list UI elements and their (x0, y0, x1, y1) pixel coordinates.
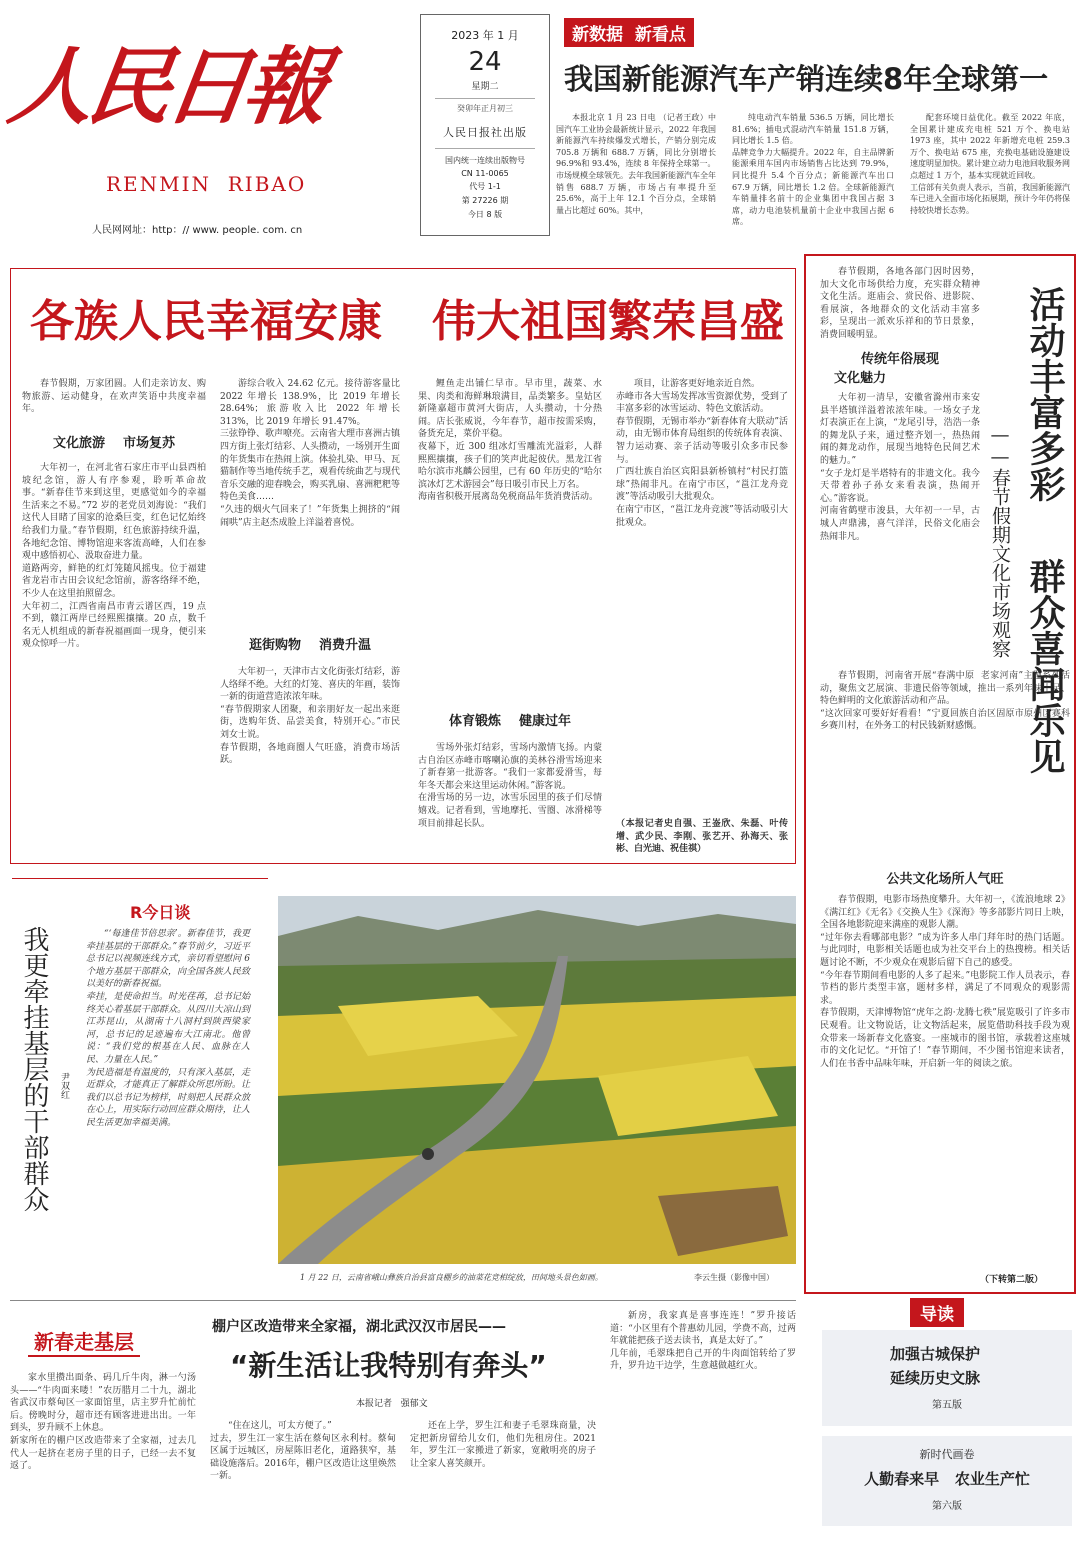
main-col-2b: 大年初一，天津市古文化街张灯结彩，游人络绎不绝。大红的灯笼、喜庆的年画，装饰一新的街道营造浓浓年味。 “春节假期家人团聚，和亲朋好友一起出来逛街，选购年货、品尝美食，特别开心。”市民刘女士说。 春节假期，各地商圈人气旺盛，消费市场活跃。 (220, 667, 401, 766)
photo (278, 896, 796, 1264)
guide-item-2-kicker: 新时代画卷 (919, 1448, 975, 1461)
bottom-byline: 本报记者 强郁文 (356, 1399, 428, 1409)
bottom-rule (10, 1300, 796, 1301)
issue-number: 第 27226 期 (461, 196, 509, 205)
bottom-col-2: “住在这儿，可太方便了。” 过去，罗生江一家生活在蔡甸区永利村。蔡甸区属于远城区，房屋陈旧老化，道路狭窄，基础设施落后。2016年，棚户区改造让这里焕然一新。 (210, 1421, 396, 1482)
guide-title: 导读 (910, 1298, 964, 1327)
photo-credit: 李云生摄（影像中国） (694, 1273, 774, 1282)
right-headline-a: 活动丰富多彩 (1024, 286, 1065, 502)
right-col-3: 春节假期，电影市场热度攀升。大年初一，《流浪地球 2》《满江红》《无名》《交换人生》《深海》等多部影片同日上映，全国各地影院迎来满座的观影人潮。 “过年你去看哪部电影？”成为许多人串门拜年时的热门话题。与此同时，电影相关话题也成为社交平台上的热搜榜。相关话题讨论不断，不少观众在观影后留下自己的感受。 “今年春节期间看电影的人多了起来。”电影院工作人员表示，春节档的影片类型丰富，题材多样，满足了不同观众的观影需求。 春节假期，天津博物馆“虎年之韵·龙腾七秩”展览吸引了许多市民观看。让文物说话，让文物活起来，展览借助科技手段为观众带来一场新春文化盛宴。一座城市的图书馆，承载着这座城市的文化记忆。“开馆了！”春节期间，不少图书馆迎来读者，人们在书香中品味年味，开启新一年的阅读之旅。 (820, 895, 1070, 1069)
guide-item-2[interactable] (822, 1436, 1072, 1526)
right-subhead-1: 传统年俗展现 (860, 352, 939, 367)
date-year-month: 2023 年 1 月 (451, 29, 519, 42)
right-col-1: 大年初一清早，安徽省滁州市来安县半塔镇洋溢着浓浓年味。一场女子龙灯表演正在上演，“龙尾引导，浩浩一条的舞龙队子来，通过整齐划一，热热闹闹的舞龙动作，展现当地特色民间艺术的魅力。” “女子龙灯是半塔特有的非遗文化。我今天带着孙子孙女来看表演，热闹开心。”游客说。 河南省鹤壁市浚县，大年初一一早，古城人声鼎沸，喜气洋洋，民俗文化庙会热闹非凡。 (820, 393, 980, 542)
bottom-col-3: 还在上学，罗生江和妻子毛翠珠商量，决定把新房留给儿女们，他们先租房住。2021年，罗生江一家搬进了新家，宽敞明亮的房子让全家人喜笑颜开。 (410, 1421, 596, 1469)
date-box (420, 14, 550, 236)
code: 代号 1-1 (469, 182, 501, 191)
main-headline-right: 伟大祖国繁荣昌盛 (432, 296, 784, 347)
masthead-logo (3, 12, 370, 172)
top-story-kicker: 新数据 新看点 (564, 18, 694, 47)
top-story-col-3: 配套环境日益优化。截至 2022 年底，全国累计建成充电桩 521 万个、换电站 1973 座，其中 2022 年新增充电桩 259.3 万个、换电站 675 座，充换电基础设施建设速度明显加快。累计建立动力电池回收服务网点超过 1 万个，基本实现就近回收。 工信部有关负责人表示，当前，我国新能源汽车已进入全面市场化拓展期，预计今年仍将保持较快增长态势。 (910, 113, 1070, 215)
commentary-body: “‘每逢佳节倍思亲’。新春佳节，我更牵挂基层的干部群众。”春节前夕，习近平总书记以视频连线方式，亲切看望慰问 6 个地方基层干部群众，向全国各族人民致以美好的新春祝福。 牵挂，是使命担当。时光荏苒，总书记始终关心着基层干部群众。从四川大凉山到江苏昆山，从湖南十八洞村到陕西梁家河，总书记的足迹遍布大江南北。他曾说：“我们党的根基在人民、血脉在人民、力量在人民。” 为民造福是有温度的，只有深入基层，走近群众，才能真正了解群众所思所盼。让我们以总书记为榜样，时刻把人民群众放在心上，用实际行动回应群众期待，让人民生活更加幸福美满。 (86, 929, 250, 1128)
continued-note: （下转第二版） (980, 1275, 1044, 1285)
main-subhead-3: 体育锻炼 健康过年 (448, 714, 572, 729)
main-col-2: 游综合收入 24.62 亿元。接待游客量比 2022 年增长 138.9%，比 2019 年增长 28.64%；旅游收入比 2022 年增长 313%，比 2019 年增长 91.47%。 三弦铮铮、歌声嘹亮。云南省大理市喜洲古镇四方街上张灯结彩、人头攒动，一场别开生面的年货集市在热闹上演。体验扎染、甲马、瓦猫制作等当地传统手艺，观看传统曲艺与现代音乐交融的迎春晚会，购买乳扇、喜洲粑粑等特色美食…… “久违的烟火气回来了！”年货集上拥挤的“闹闹哄”店主赵杰成脸上洋溢着喜悦。 (220, 379, 401, 528)
logo-text: 人民日報 (3, 37, 330, 136)
bottom-col-1: 家水里攒出面条、码几斤牛肉，淋一勺汤头——“牛肉面来喽！”农历腊月二十九，湖北省武汉市蔡甸区一家面馆里，店主罗升忙前忙后。傍晚时分，超市还有顾客进进出出。一年到头，罗升顾不上休息。 新家所在的棚户区改造带来了全家福，过去几代人一起挤在老房子里的日子，已经一去不复返了。 (10, 1373, 196, 1472)
commentary-rule (12, 878, 268, 879)
right-subhead-2: 文化魅力 (833, 371, 886, 386)
bottom-kicker: 棚户区改造带来全家福，湖北武汉汉市居民—— (212, 1319, 506, 1335)
top-story-col-2: 纯电动汽车销量 536.5 万辆，同比增长 81.6%；插电式混动汽车销量 151.8 万辆，同比增长 1.5 倍。 品牌竞争力大幅提升。2022 年，自主品牌新能源乘用车国内市场销售占比达到 79.9%，同比提升 5.4 个百分点；新能源汽车出口 67.9 万辆，同比增长 1.2 倍。全球新能源汽车销量排名前十的企业集团中我国占据 3 席，动力电池装机量前十企业中我国占据 6 席。 (732, 113, 894, 227)
right-subtitle: ——春节假期文化市场观察 (989, 424, 1011, 658)
bottom-headline: “新生活让我特别有奔头” (230, 1349, 547, 1382)
guide-item-2-title: 人勤春来早 农业生产忙 (864, 1470, 1030, 1488)
main-subhead-1: 文化旅游 市场复苏 (52, 436, 176, 451)
main-subhead-2: 逛街购物 消费升温 (248, 638, 372, 653)
cn-number: CN 11-0065 (461, 169, 509, 178)
bottom-col-4: 新房，我家真是喜事连连！”罗升接话道：“小区里有个普惠幼儿园，学费不高，过两年就能把孩子送去读书，真是太好了。” 几年前，毛翠珠把自己开的牛肉面馆转给了罗升，罗升边干边学，生意越做越红火。 (610, 1311, 796, 1372)
bottom-logo: 新春走基层 (28, 1326, 140, 1357)
issn: 国内统一连续出版物号 (445, 156, 525, 165)
date-weekday: 星期二 (471, 82, 499, 92)
guide-item-1-title: 加强古城保护 延续历史文脉 (890, 1345, 981, 1387)
photo-caption: 1 月 22 日，云南省峨山彝族自治县富良棚乡的油菜花竞相绽放，田间地头景色如画。 (300, 1273, 603, 1282)
commentary-headline: 我更牵挂基层的干部群众 (19, 926, 49, 1212)
publisher: 人民日报社出版 (443, 126, 527, 139)
main-col-3: 鲤鱼走出铺仁早市。早市里，蔬菜、水果、肉类和海鲜琳琅满目，品类繁多。皇姑区新隆嘉超市黄河大街店，人头攒动，十分热闹。店长张威说，今年春节，超市按需采购，备货充足，菜价平稳。 夜幕下，近 300 组冰灯雪雕流光溢彩，人群熙熙攘攘，孩子们的笑声此起彼伏。黑龙江省哈尔滨市兆麟公园里，已有 60 年历史的“哈尔滨冰灯艺术游园会”每日吸引市民上万名。 海南省积极开展离岛免税商品年货消费活动。 (418, 379, 602, 503)
masthead-pinyin: RENMIN RIBAO (106, 172, 307, 196)
guide-item-1-page: 第五版 (932, 1400, 962, 1411)
main-col-4: 项目，让游客更好地亲近自然。 赤峰市各大雪场发挥冰雪资源优势，受到了丰富多彩的冰雪运动、特色文旅活动。 春节假期，无锡市举办“新春体育大联动”活动，由无锡市体育局组织的传统体育表演、智力运动赛、亲子活动等吸引众多市民参与。 广西壮族自治区宾阳县新桥镇村“村民打篮球”热闹非凡。在南宁市区，“邕江龙舟竞渡”等活动吸引大批观众。 在南宁市区，“邕江龙舟竞渡”等活动吸引大批观众。 (616, 379, 788, 528)
main-byline: （本报记者史自强、王崟欣、朱磊、叶传增、武少民、李刚、张艺开、孙海天、张彬、白光迪、祝佳祺） (616, 819, 788, 855)
landscape-photo (278, 896, 796, 1264)
right-headline-b: 群众喜闻乐见 (1024, 558, 1065, 774)
guide-item-1[interactable] (822, 1330, 1072, 1426)
date-day: 24 (468, 47, 502, 77)
right-col-lead: 春节假期，各地各部门因时因势，加大文化市场供给力度，充实群众精神文化生活。逛庙会、赏民俗、进影院、看展演，各地群众的文化活动丰富多彩，呈现出一派欢乐祥和的节日景象，消费回暖明显。 (820, 267, 980, 340)
website: 人民网网址：http：// www. people. com. cn (92, 225, 303, 236)
top-story-headline: 我国新能源汽车产销连续8年全球第一 (564, 62, 1049, 96)
date-lunar: 癸卯年正月初三 (457, 104, 513, 113)
main-col-1-lead: 春节假期，万家团圆。人们走亲访友、购物旅游、运动健身，在欢声笑语中共度幸福年。 (22, 379, 206, 415)
right-subhead-3: 公共文化场所人气旺 (886, 872, 1004, 887)
main-col-3b: 雪场外张灯结彩，雪场内激情飞扬。内蒙古自治区赤峰市喀喇沁旗的美林谷滑雪场迎来了新春第一批游客。“我们一家都爱滑雪，每年冬天都会来这里运动休闲。”游客说。 在滑雪场的另一边，冰雪乐园里的孩子们尽情嬉戏。记者看到，雪地摩托、雪圈、冰滑梯等项目前排起长队。 (418, 743, 602, 829)
right-col-2: 春节假期，河南省开展“春满中原 老家河南”主题系列活动，聚焦文艺展演、非遗民俗等领域，推出一系列年味十足、特色鲜明的文化旅游活动和产品。 “这次回家可要好好看看！”宁夏回族自治区固原市原州区赛科乡赛川村，在外务工的村民钱新财感慨。 (820, 671, 1070, 732)
main-headline-left: 各族人民幸福安康 (30, 296, 382, 347)
page-count: 今日 8 版 (467, 210, 503, 219)
commentary-logo: R今日谈 (130, 903, 191, 922)
commentary-author: 尹双红 (59, 1072, 69, 1099)
main-col-1: 大年初一，在河北省石家庄市平山县西柏坡纪念馆，游人有序参观，聆听革命故事。“新春佳节来到这里，更感觉如今的幸福生活来之不易。”72 岁的老党员刘海说：“我们这代人目睹了国家的沧桑巨变，红色记忆始终给我们力量。”春节假期，红色旅游持续升温，各地纪念馆、博物馆迎来客流高峰，人们在参观中感悟初心、汲取奋进力量。 道路两旁，鲜艳的红灯笼随风摇曳。位于福建省龙岩市古田会议纪念馆前，游客络绎不绝，不少人在这里拍照留念。 大年初二，江西省南昌市青云谱区西，19 点不到，赣江两岸已经熙熙攘攘。20 点，数千名无人机组成的新春祝福画面一现身，便引来观众惊呼一片。 (22, 463, 206, 650)
top-story-col-1: 本报北京 1 月 23 日电 （记者王政）中国汽车工业协会最新统计显示，2022 年我国新能源汽车持续爆发式增长，产销分别完成 705.8 万辆和 688.7 万辆，同比分别增长 96.9%和 93.4%，连续 8 年保持全球第一。 市场规模全球领先。去年我国新能源汽车全年销售 688.7 万辆，市场占有率提升至 25.6%，高于上年 12.1 个百分点，全球销量占比超过 60%。其中， (556, 113, 716, 215)
guide-item-2-page: 第六版 (932, 1501, 962, 1512)
